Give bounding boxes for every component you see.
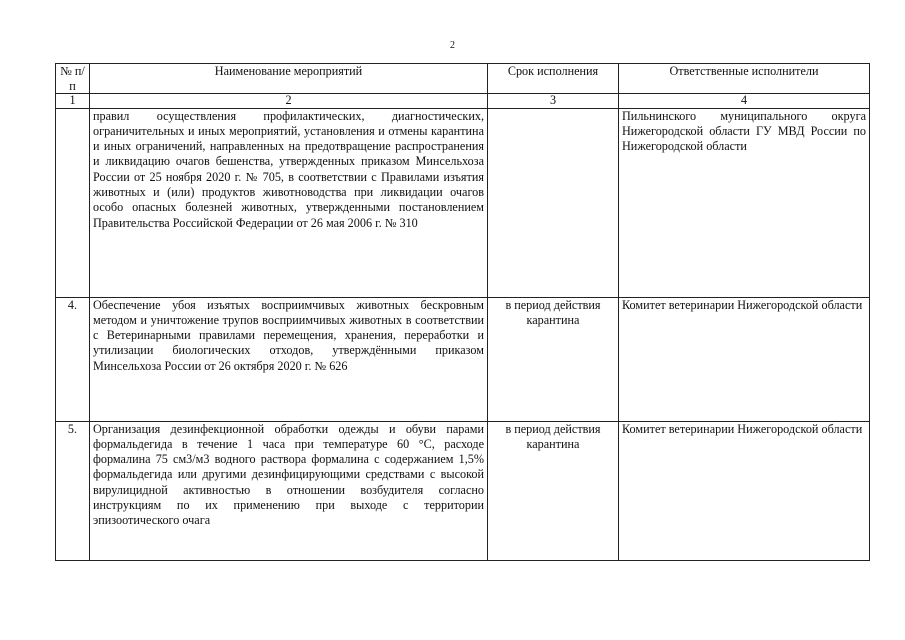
header-num: № п/п (56, 64, 90, 94)
measures-table (55, 63, 870, 561)
table-header-row (56, 64, 870, 94)
row-num (56, 108, 90, 297)
table-row (56, 297, 870, 421)
column-index: 4 (619, 94, 870, 109)
row-responsible: Пильнинского муниципального округа Нижегородской области ГУ МВД России по Нижегородской области (619, 108, 870, 297)
row-term (488, 108, 619, 297)
table-row (56, 108, 870, 297)
table-row (56, 421, 870, 560)
header-term: Срок исполнения (488, 64, 619, 94)
row-name: правил осуществления профилактических, диагностических, ограничительных и иных мероприятий, установления и отмены карантина и иных ограничений, направленных на предотвращение распространения и ликвидацию очагов бешенства, утвержденных приказом Минсельхоза России от 25 ноября 2020 г. № 705, в соответствии с Правилами изъятия животных и (или) продуктов животноводства при ликвидации очагов особо опасных болезней животных, утвержденными постановлением Правительства Российской Федерации от 26 мая 2006 г. № 310 (90, 108, 488, 297)
column-index: 1 (56, 94, 90, 109)
column-index: 3 (488, 94, 619, 109)
page-number: 2 (450, 40, 455, 51)
row-term: в период действия карантина (488, 421, 619, 560)
row-responsible: Комитет ветеринарии Нижегородской области (619, 297, 870, 421)
header-responsible: Ответственные исполнители (619, 64, 870, 94)
row-responsible: Комитет ветеринарии Нижегородской области (619, 421, 870, 560)
row-num: 4. (56, 297, 90, 421)
row-term: в период действия карантина (488, 297, 619, 421)
row-num: 5. (56, 421, 90, 560)
row-name: Обеспечение убоя изъятых восприимчивых животных бескровным методом и уничтожение трупов восприимчивых животных в соответствии с Ветеринарными правилами перемещения, хранения, переработки и утилизации биологических отходов, утверждёнными приказом Минсельхоза России от 26 октября 2020 г. № 626 (90, 297, 488, 421)
column-index: 2 (90, 94, 488, 109)
header-name: Наименование мероприятий (90, 64, 488, 94)
column-index-row (56, 94, 870, 109)
row-name: Организация дезинфекционной обработки одежды и обуви парами формальдегида в течение 1 часа при температуре 60 °С, расходе формалина 75 см3/м3 водного раствора формалина с содержанием 1,5% формальдегида или другими дезинфицирующими средствами с высокой вирулицидной активностью в отношении возбудителя согласно инструкциям по их применению при выходе с территории эпизоотического очага (90, 421, 488, 560)
